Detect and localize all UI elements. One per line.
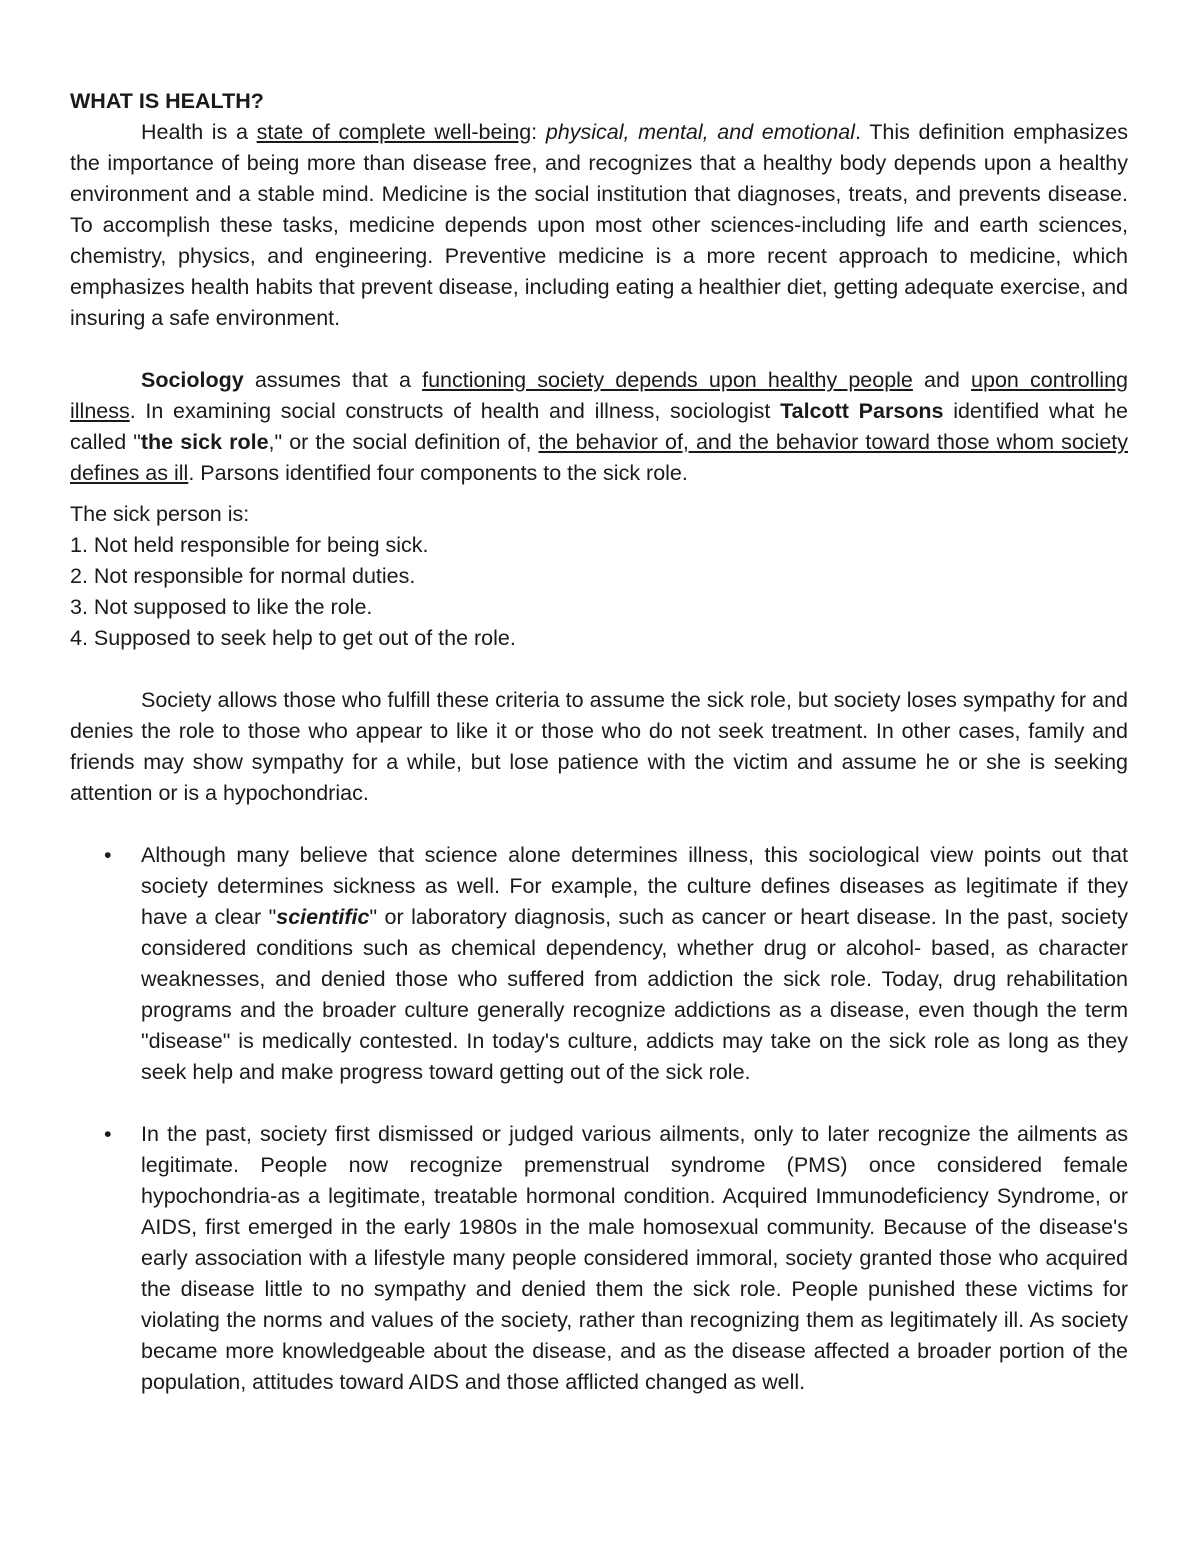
list-item: 3. Not supposed to like the role.: [70, 595, 373, 619]
sick-role-components: [70, 499, 1128, 654]
society-paragraph: Society allows those who fulfill these criteria to assume the sick role, but society loses sympathy for and denies the role to those who appear to like it or those who do not seek treatment. In other cases, family and friends may show sympathy for a while, but lose patience with the victim and assume he or she is seeking attention or is a hypochondriac.: [70, 688, 1128, 805]
bullet-list: [70, 840, 1128, 1398]
text-run: Health is a: [141, 120, 257, 144]
text-run: . Parsons identified four components to the sick role.: [188, 461, 688, 485]
document-page: [70, 86, 1128, 1398]
list-intro: The sick person is:: [70, 502, 250, 526]
health-definition-paragraph: [70, 117, 1128, 334]
underlined-phrase: the behavior of, and the behavior toward those whom society defines as ill: [70, 430, 1128, 485]
bullet-marker: •: [104, 843, 112, 867]
text-run: :: [531, 120, 546, 144]
italic-phrase: physical, mental, and emotional: [545, 120, 856, 144]
text-run: identified what he called ": [70, 399, 1128, 454]
text-run: and: [912, 368, 972, 392]
bullet-item-science: [70, 840, 1128, 1088]
text-run: assumes that a: [243, 368, 423, 392]
text-run: " or laboratory diagnosis, such as cancer or heart disease. In the past, society considered conditions such as chemical dependency, whether drug or alcohol- based, as character weaknesses, and denied those who suffered from addiction the sick role. Today, drug rehabilitation programs and the broader culture generally recognize addictions as a disease, even though the term "disease" is medically contested. In today's culture, addicts may take on the sick role as long as they seek help and make progress toward getting out of the sick role.: [141, 905, 1128, 1084]
text-run: . This definition emphasizes the importance of being more than disease free, and recognizes that a healthy body depends upon a healthy environment and a stable mind. Medicine is the social institution that diagnoses, treats, and prevents disease. To accomplish these tasks, medicine depends upon most other sciences-including life and earth sciences, chemistry, physics, and engineering. Preventive medicine is a more recent approach to medicine, which emphasizes health habits that prevent disease, including eating a healthier diet, getting adequate exercise, and insuring a safe environment.: [70, 120, 1128, 330]
bullet-marker: •: [104, 1122, 112, 1146]
text-run: In the past, society first dismissed or judged various ailments, only to later recognize the ailments as legitimate. People now recognize premenstrual syndrome (PMS) once considered female hypochondria-as a legitimate, treatable hormonal condition. Acquired Immunodeficiency Syndrome, or AIDS, first emerged in the early 1980s in the male homosexual community. Because of the disease's early association with a lifestyle many people considered immoral, society granted those who acquired the disease little to no sympathy and denied them the sick role. People punished these victims for violating the norms and values of the society, rather than recognizing them as legitimately ill. As society became more knowledgeable about the disease, and as the disease affected a broader portion of the population, attitudes toward AIDS and those afflicted changed as well.: [141, 1122, 1128, 1394]
list-item: 4. Supposed to seek help to get out of the role.: [70, 626, 516, 650]
text-run: Although many believe that science alone determines illness, this sociological view points out that society determines sickness as well. For example, the culture defines diseases as legitimate if they have a clear ": [141, 843, 1128, 929]
section-heading: WHAT IS HEALTH?: [70, 89, 264, 113]
text-run: ," or the social definition of,: [268, 430, 539, 454]
underlined-phrase: functioning society depends upon healthy people: [422, 368, 913, 392]
bold-term: Talcott Parsons: [780, 399, 944, 423]
underlined-phrase: state of complete well-being: [256, 120, 532, 144]
bullet-item-ailments: [70, 1119, 1128, 1398]
sick-role-paragraph: [70, 365, 1128, 489]
list-item: 1. Not held responsible for being sick.: [70, 533, 429, 557]
bold-term: Sociology: [141, 368, 244, 392]
list-item: 2. Not responsible for normal duties.: [70, 564, 416, 588]
bold-term: the sick role: [140, 430, 269, 454]
text-run: . In examining social constructs of health and illness, sociologist: [129, 399, 781, 423]
bold-italic-term: scientific: [276, 905, 370, 929]
underlined-phrase: upon controlling illness: [70, 368, 1128, 423]
